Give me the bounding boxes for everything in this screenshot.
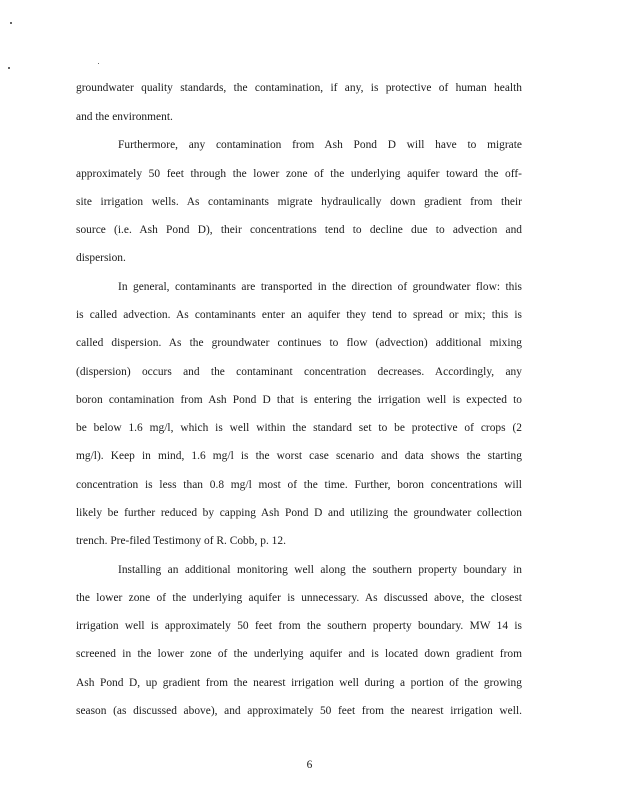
- text-line-7: dispersion.: [76, 252, 126, 264]
- text-line-2: and the environment.: [76, 111, 173, 123]
- text-line-9: is called advection. As contaminants enter an aquifer they tend to spread or mix; this is: [76, 309, 522, 321]
- text-line-21: screened in the lower zone of the underlying aquifer and is located down gradient from: [76, 648, 522, 660]
- text-line-18: Installing an additional monitoring well along the southern property boundary in: [118, 564, 522, 576]
- text-line-19: the lower zone of the underlying aquifer is unnecessary. As discussed above, the closest: [76, 592, 522, 604]
- text-line-15: concentration is less than 0.8 mg/l most of the time. Further, boron concentrations will: [76, 479, 522, 491]
- text-line-17: trench. Pre-filed Testimony of R. Cobb, p. 12.: [76, 535, 286, 547]
- text-line-10: called dispersion. As the groundwater continues to flow (advection) additional mixing: [76, 337, 522, 349]
- text-line-13: be below 1.6 mg/l, which is well within the standard set to be protective of crops (2: [76, 422, 522, 434]
- text-line-14: mg/l). Keep in mind, 1.6 mg/l is the worst case scenario and data shows the starting: [76, 450, 522, 462]
- text-line-3: Furthermore, any contamination from Ash Pond D will have to migrate: [118, 139, 522, 151]
- text-line-16: likely be further reduced by capping Ash Pond D and utilizing the groundwater collection: [76, 507, 522, 519]
- text-line-4: approximately 50 feet through the lower zone of the underlying aquifer toward the off-: [76, 168, 522, 180]
- text-line-23: season (as discussed above), and approximately 50 feet from the nearest irrigation well.: [76, 705, 522, 717]
- text-line-11: (dispersion) occurs and the contaminant concentration decreases. Accordingly, any: [76, 366, 522, 378]
- text-line-12: boron contamination from Ash Pond D that is entering the irrigation well is expected to: [76, 394, 522, 406]
- text-line-6: source (i.e. Ash Pond D), their concentrations tend to decline due to advection and: [76, 224, 522, 236]
- text-line-5: site irrigation wells. As contaminants migrate hydraulically down gradient from their: [76, 196, 522, 208]
- text-line-1: groundwater quality standards, the contamination, if any, is protective of human health: [76, 82, 522, 94]
- text-line-22: Ash Pond D, up gradient from the nearest irrigation well during a portion of the growing: [76, 677, 522, 689]
- page-number: 6: [306, 759, 313, 771]
- text-line-20: irrigation well is approximately 50 feet from the southern property boundary. MW 14 is: [76, 620, 522, 632]
- text-line-8: In general, contaminants are transported in the direction of groundwater flow: this: [118, 281, 522, 293]
